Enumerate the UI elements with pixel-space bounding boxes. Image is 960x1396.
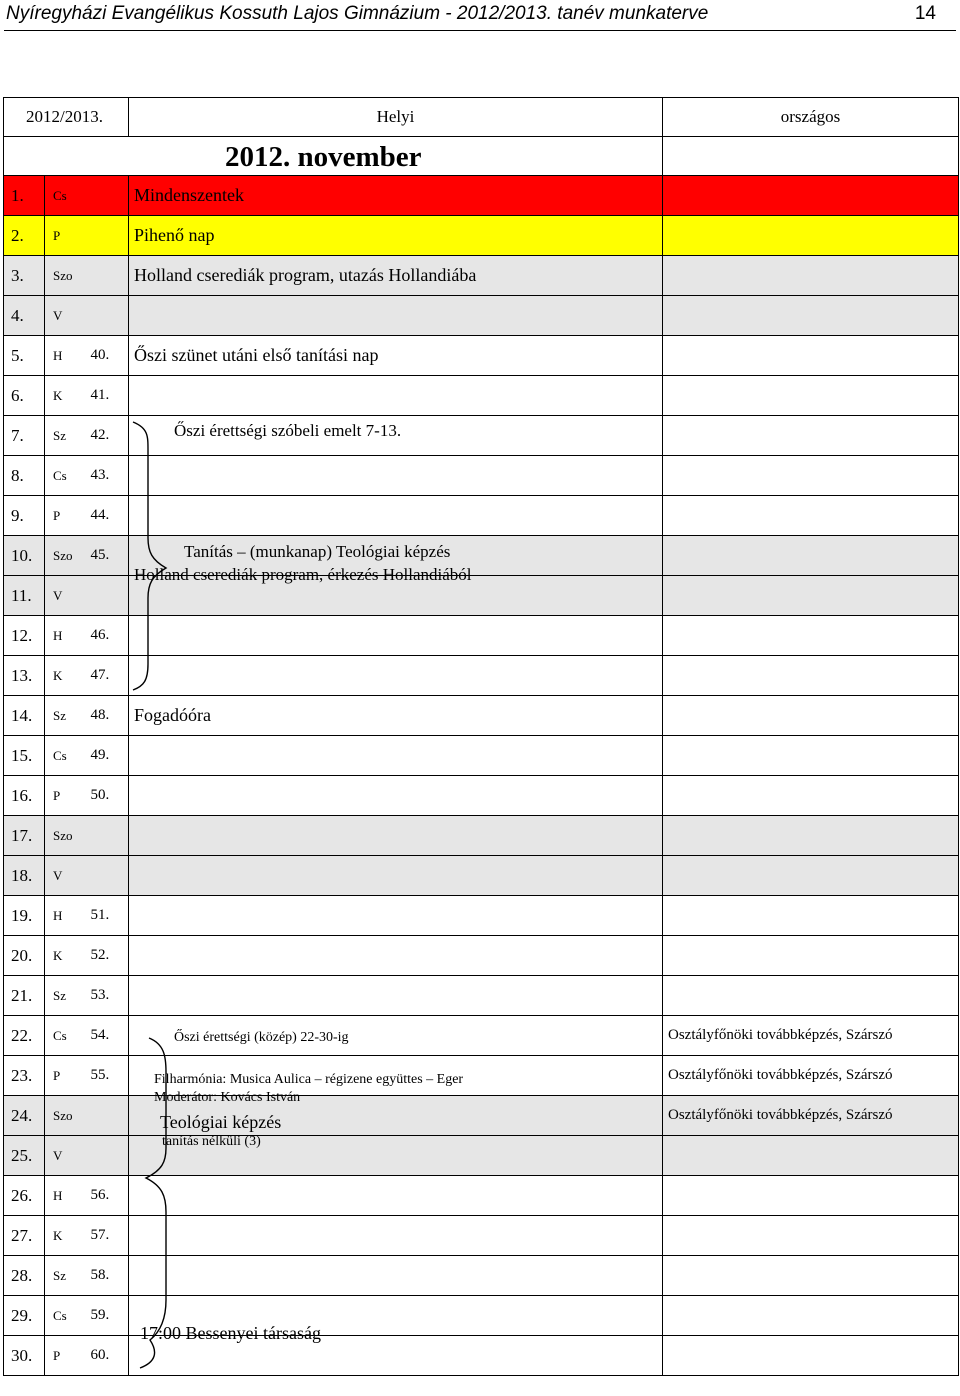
day-cell: 3. [4, 256, 45, 296]
dow-cell: Cs [45, 1296, 87, 1336]
overlay-tanitas-teologiai: Tanítás – (munkanap) Teológiai képzés [184, 542, 451, 561]
page-number: 14 [914, 3, 936, 24]
helyi-header: Helyi [129, 98, 663, 137]
brace-nov22-30 [140, 1038, 166, 1368]
document-title: Nyíregyházi Evangélikus Kossuth Lajos Gimnázium - 2012/2013. tanév munkaterve [6, 3, 709, 24]
day-cell: 12. [4, 616, 45, 656]
dow-cell: P [45, 776, 87, 816]
dow-cell: Sz [45, 976, 87, 1016]
dow-cell: Sz [45, 416, 87, 456]
dow-cell: Cs [45, 736, 87, 776]
day-cell: 15. [4, 736, 45, 776]
day-cell: 10. [4, 536, 45, 576]
overlay-tanitas-nelkuli: tanítás nélküli (3) [162, 1134, 261, 1149]
day-cell: 21. [4, 976, 45, 1016]
week-cell: 44. [87, 496, 129, 536]
week-cell: 59. [87, 1296, 129, 1336]
week-cell: 43. [87, 456, 129, 496]
day-cell: 5. [4, 336, 45, 376]
dow-cell: P [45, 1056, 87, 1096]
dow-cell: Szo [45, 256, 87, 296]
helyi-cell: Holland cserediák program, utazás Hollandiába [129, 256, 663, 296]
dow-cell: Sz [45, 696, 87, 736]
day-cell: 17. [4, 816, 45, 856]
week-cell: 51. [87, 896, 129, 936]
week-cell: 41. [87, 376, 129, 416]
week-cell: 56. [87, 1176, 129, 1216]
dow-cell: H [45, 336, 87, 376]
week-cell: 58. [87, 1256, 129, 1296]
dow-cell: K [45, 1216, 87, 1256]
week-cell: 57. [87, 1216, 129, 1256]
dow-cell: Cs [45, 1016, 87, 1056]
helyi-cell: Mindenszentek [129, 176, 663, 216]
day-cell: 28. [4, 1256, 45, 1296]
overlay-filharmonia: Filharmónia: Musica Aulica – régizene együttes – Eger [154, 1072, 464, 1087]
overlay-moderator: Moderátor: Kovács István [154, 1090, 301, 1105]
dow-cell: P [45, 216, 87, 256]
week-cell: 54. [87, 1016, 129, 1056]
overlay-osz-erettsegi-kozep: Őszi érettségi (közép) 22-30-ig [174, 1030, 349, 1045]
day-cell: 26. [4, 1176, 45, 1216]
orszagos-cell: Osztályfőnöki továbbképzés, Szárszó [663, 1016, 959, 1056]
day-cell: 9. [4, 496, 45, 536]
overlay-teologiai-kepzes: Teológiai képzés [160, 1112, 282, 1132]
day-cell: 25. [4, 1136, 45, 1176]
day-cell: 2. [4, 216, 45, 256]
helyi-cell: Őszi szünet utáni első tanítási nap [129, 336, 663, 376]
year-header: 2012/2013. [4, 98, 129, 137]
dow-cell: H [45, 616, 87, 656]
day-cell: 30. [4, 1336, 45, 1376]
dow-cell: K [45, 376, 87, 416]
overlay-bessenyei: 17:00 Bessenyei társaság [140, 1323, 321, 1343]
dow-cell: P [45, 496, 87, 536]
dow-cell: Cs [45, 176, 87, 216]
dow-cell: Cs [45, 456, 87, 496]
day-cell: 27. [4, 1216, 45, 1256]
week-cell: 60. [87, 1336, 129, 1376]
day-cell: 20. [4, 936, 45, 976]
helyi-cell: Fogadóóra [129, 696, 663, 736]
dow-cell: V [45, 296, 87, 336]
helyi-cell: Pihenő nap [129, 216, 663, 256]
overlay-holland-erkezes: Holland cserediák program, érkezés Hollandiából [134, 565, 472, 584]
dow-cell: Sz [45, 1256, 87, 1296]
dow-cell: P [45, 1336, 87, 1376]
dow-cell: H [45, 896, 87, 936]
dow-cell: V [45, 856, 87, 896]
week-cell: 45. [87, 536, 129, 576]
orszagos-header: országos [663, 98, 959, 137]
orszagos-cell: Osztályfőnöki továbbképzés, Szárszó [663, 1096, 959, 1136]
dow-cell: Szo [45, 536, 87, 576]
day-cell: 29. [4, 1296, 45, 1336]
day-cell: 7. [4, 416, 45, 456]
day-cell: 23. [4, 1056, 45, 1096]
day-cell: 6. [4, 376, 45, 416]
day-cell: 4. [4, 296, 45, 336]
dow-cell: H [45, 1176, 87, 1216]
month-title: 2012. november [225, 141, 422, 173]
overlay-osz-erettsegi-szobeli: Őszi érettségi szóbeli emelt 7-13. [174, 421, 402, 440]
brace-nov7-13 [133, 422, 166, 690]
dow-cell: Szo [45, 1096, 87, 1136]
day-cell: 8. [4, 456, 45, 496]
week-cell: 49. [87, 736, 129, 776]
day-cell: 1. [4, 176, 45, 216]
week-cell: 40. [87, 336, 129, 376]
dow-cell: V [45, 1136, 87, 1176]
orszagos-cell: Osztályfőnöki továbbképzés, Szárszó [663, 1056, 959, 1096]
dow-cell: V [45, 576, 87, 616]
day-cell: 19. [4, 896, 45, 936]
day-cell: 13. [4, 656, 45, 696]
day-cell: 14. [4, 696, 45, 736]
dow-cell: K [45, 656, 87, 696]
day-cell: 16. [4, 776, 45, 816]
week-cell: 53. [87, 976, 129, 1016]
week-cell: 47. [87, 656, 129, 696]
week-cell: 42. [87, 416, 129, 456]
week-cell: 55. [87, 1056, 129, 1096]
dow-cell: Szo [45, 816, 87, 856]
day-cell: 24. [4, 1096, 45, 1136]
week-cell: 50. [87, 776, 129, 816]
week-cell: 48. [87, 696, 129, 736]
week-cell: 46. [87, 616, 129, 656]
week-cell: 52. [87, 936, 129, 976]
day-cell: 22. [4, 1016, 45, 1056]
day-cell: 11. [4, 576, 45, 616]
day-cell: 18. [4, 856, 45, 896]
dow-cell: K [45, 936, 87, 976]
